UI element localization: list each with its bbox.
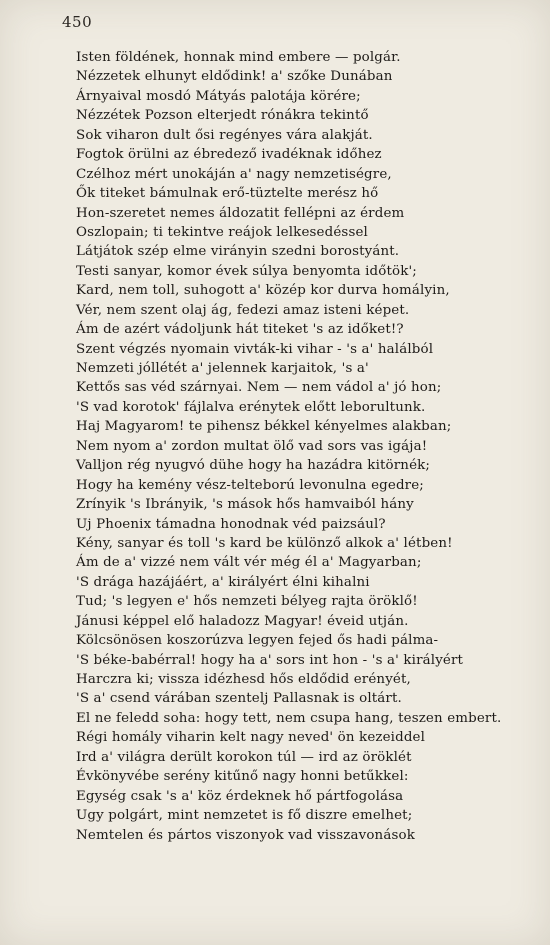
poem-text [76, 48, 501, 845]
text-line: Nemtelen és pártos viszonyok vad visszavonások [76, 827, 415, 843]
text-line: Nemzeti jóllétét a' jelennek karjaitok, 's a' [76, 361, 369, 376]
text-line: Uj Phoenix támadna honodnak véd paizsául? [76, 516, 386, 532]
text-line: Ám de a' vizzé nem vált vér még él a' Magyarban; [76, 555, 422, 571]
text-line: Nézzétek Pozson elterjedt rónákra tekintő [76, 108, 369, 124]
text-line: 'S béke-babérral! hogy ha a' sors int hon - 's a' királyért [76, 652, 464, 668]
text-line: Egység csak 's a' köz érdeknek hő pártfogolása [76, 788, 404, 804]
text-line: El ne feledd soha: hogy tett, nem csupa hang, teszen embert. [76, 710, 502, 726]
text-line: Árnyaival mosdó Mátyás palotája körére; [76, 88, 361, 104]
text-line: Szent végzés nyomain vivták-ki vihar - 's a' halálból [76, 341, 434, 357]
text-line: Ugy polgárt, mint nemzetet is fő diszre emelhet; [76, 808, 413, 824]
text-line: Hon-szeretet nemes áldozatit fellépni az érdem [76, 205, 405, 221]
text-line: Régi homály viharin kelt nagy neved' ön kezeiddel [76, 730, 426, 746]
text-line: Valljon rég nyugvó dühe hogy ha hazádra kitörnék; [76, 458, 431, 474]
text-line: Ők titeket bámulnak erő-tüztelte merész hő [76, 186, 379, 202]
text-line: Oszlopain; ti tekintve reájok lelkesedéssel [76, 224, 368, 240]
text-line: Kény, sanyar és toll 's kard be különző alkok a' létben! [76, 535, 453, 551]
text-line: 'S drága hazájáért, a' királyért élni kihalni [76, 574, 370, 590]
text-line: Nézzetek elhunyt eldődink! a' szőke Dunában [76, 69, 393, 85]
text-line: 'S a' csend várában szentelj Pallasnak is oltárt. [76, 691, 402, 707]
text-line: Ird a' világra derült korokon túl — ird az öröklét [76, 749, 412, 765]
text-line: Ám de azért vádoljunk hát titeket 's az időket!? [76, 322, 404, 338]
text-line: Kölcsönösen koszorúzva legyen fejed ős hadi pálma- [76, 633, 439, 649]
text-line: Kard, nem toll, suhogott a' közép kor durva homályin, [76, 283, 450, 299]
text-line: Harczra ki; vissza idézhesd hős eldődid erényét, [76, 672, 411, 687]
text-line: Fogtok örülni az ébredező ivadéknak időhez [76, 147, 382, 163]
text-line: Czélhoz mért unokáján a' nagy nemzetiségre, [76, 166, 392, 182]
page-number: 450 [62, 13, 93, 31]
text-line: Tud; 's legyen e' hős nemzeti bélyeg rajta öröklő! [76, 594, 418, 610]
text-line: 'S vad korotok' fájlalva erénytek előtt leborultunk. [76, 399, 426, 415]
text-line: Testi sanyar, komor évek súlya benyomta időtök'; [76, 263, 417, 279]
text-line: Kettős sas véd szárnyai. Nem — nem vádol a' jó hon; [76, 380, 442, 396]
text-line: Sok viharon dult ősi regényes vára alakját. [76, 127, 373, 143]
text-line: Haj Magyarom! te pihensz békkel kényelmes alakban; [76, 419, 452, 435]
text-line: Jánusi képpel elő haladozz Magyar! éveid utján. [76, 613, 409, 629]
text-line: Hogy ha kemény vész-telteború levonulna egedre; [76, 477, 424, 493]
text-line: Nem nyom a' zordon multat ölő vad sors vas igája! [76, 438, 428, 454]
text-line: Látjátok szép elme virányin szedni borostyánt. [76, 244, 400, 260]
text-line: Vér, nem szent olaj ág, fedezi amaz isteni képet. [76, 302, 410, 318]
text-line: Isten földének, honnak mind embere — polgár. [76, 50, 401, 65]
text-line: Évkönyvébe serény kitűnő nagy honni betűkkel: [76, 769, 409, 785]
text-line: Zrínyik 's Ibrányik, 's mások hős hamvaiból hány [76, 497, 414, 513]
